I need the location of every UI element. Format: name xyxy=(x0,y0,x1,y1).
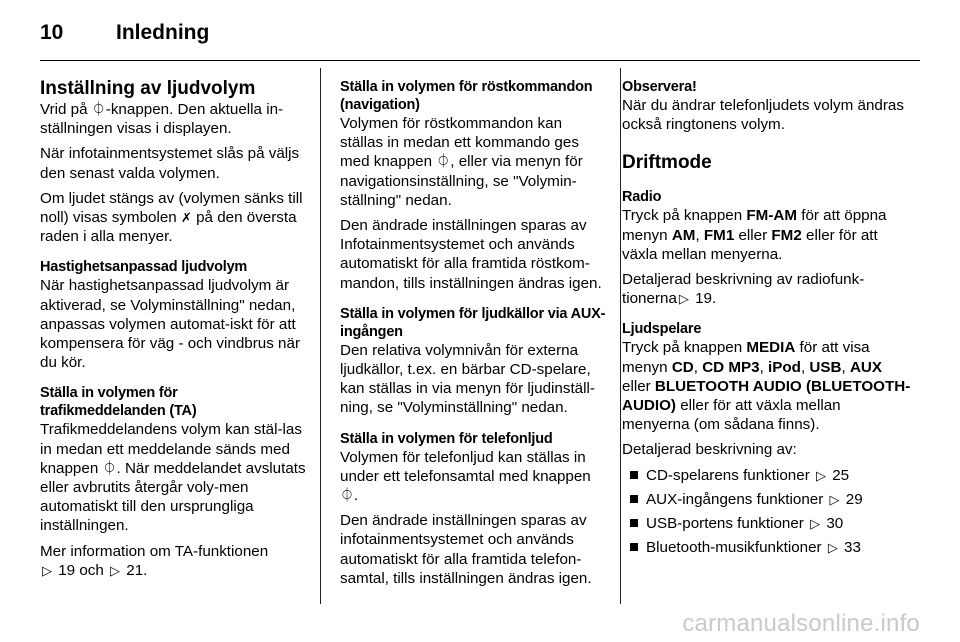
heading-ta-volume: Ställa in volymen för trafikmeddelanden (TA) xyxy=(40,385,197,420)
heading-voice-volume: Ställa in volymen för röstkommandon (navigation) xyxy=(340,79,593,113)
bluetooth-audio-menu-label: BLUETOOTH AUDIO (BLUETOOTH-AUDIO) xyxy=(622,377,911,415)
section-title-volume: Inställning av ljudvolym xyxy=(40,78,256,99)
paragraph: Mer information om TA-funktionen ▷ 19 och ▷ 21. xyxy=(40,542,269,579)
cd-mp3-menu-label: CD MP3 xyxy=(702,358,760,376)
heading-audio-player: Ljudspelare xyxy=(622,321,702,338)
bullet-icon xyxy=(630,495,638,503)
page-reference-icon: ▷ xyxy=(810,516,821,532)
paragraph: Volymen för röstkommandon kan ställas in medan ett kommando ges med knappen ⏀, eller via menyn för navigationsinställning, se "Volymin-ställning" nedan. xyxy=(340,115,583,209)
column-2 xyxy=(340,78,606,594)
function-list xyxy=(622,466,912,558)
volume-knob-icon: ⏀ xyxy=(91,101,106,117)
column-1 xyxy=(40,78,306,586)
media-key: MEDIA xyxy=(746,339,796,357)
page-number: 10 xyxy=(40,21,64,44)
page-reference-icon: ▷ xyxy=(110,562,121,578)
usb-menu-label: USB xyxy=(809,358,842,376)
bullet-icon xyxy=(630,519,638,527)
paragraph: När infotainmentsystemet slås på väljs den senast valda volymen. xyxy=(40,145,300,182)
paragraph: Den ändrade inställningen sparas av infotainmentsystemet och används automatiskt för alla framtida telefon-samtal, tills inställningen ändras igen. xyxy=(340,512,592,587)
column-divider-2 xyxy=(620,68,621,604)
fm1-menu-label: FM1 xyxy=(703,226,735,244)
page-reference-icon: ▷ xyxy=(816,467,826,483)
list-item: USB-portens funktioner ▷ 30 xyxy=(622,514,912,533)
cd-menu-label: CD xyxy=(671,358,694,376)
fm-am-key: FM-AM xyxy=(746,207,797,225)
ipod-menu-label: iPod xyxy=(768,358,801,376)
paragraph: Volymen för telefonljud kan ställas in under ett telefonsamtal med knappen ⏀. xyxy=(340,448,591,505)
header-divider xyxy=(40,60,920,61)
paragraph: Om ljudet stängs av (volymen sänks till noll) visas symbolen ✗ på den översta raden i alla menyer. xyxy=(40,189,303,246)
paragraph: Den ändrade inställningen sparas av Infotainmentsystemet och används automatiskt för alla framtida röstkom-mandon, tills inställningen ändras igen. xyxy=(340,217,602,292)
heading-speed-volume: Hastighetsanpassad ljudvolym xyxy=(40,259,248,276)
aux-menu-label: AUX xyxy=(849,358,883,376)
heading-note: Observera! xyxy=(622,79,697,95)
page-reference-icon: ▷ xyxy=(829,491,840,507)
heading-phone-volume: Ställa in volymen för telefonljud xyxy=(340,430,553,447)
list-item: Bluetooth-musikfunktioner ▷ 33 xyxy=(622,538,912,557)
column-divider-1 xyxy=(320,68,321,604)
bullet-icon xyxy=(630,543,638,551)
paragraph: Trafikmeddelandens volym kan stäl-las in medan ett meddelande sänds med knappen ⏀. När meddelandet avslutats eller avbrutits återgår voly-men automatiskt till den ursprungliga inställningen. xyxy=(40,421,306,535)
page-reference-icon: ▷ xyxy=(827,540,838,556)
am-menu-label: AM xyxy=(671,226,696,244)
volume-knob-icon: ⏀ xyxy=(340,487,354,504)
page-reference-icon: ▷ xyxy=(42,562,52,578)
bullet-icon xyxy=(630,471,638,479)
paragraph: Detaljerad beskrivning av: xyxy=(622,441,797,459)
page-title: Inledning xyxy=(116,21,210,44)
paragraph: När hastighetsanpassad ljudvolym är aktiverad, se Volyminställning" nedan, anpassas volymen automat-iskt för att kompensera för väg - och vindbrus när du kör. xyxy=(40,277,301,372)
list-item: CD-spelarens funktioner ▷ 25 xyxy=(622,466,912,485)
heading-radio: Radio xyxy=(622,189,662,206)
paragraph: Vrid på ⏀-knappen. Den aktuella in-ställningen visas i displayen. xyxy=(40,101,284,138)
paragraph: Den relativa volymnivån för externa ljudkällor, t.ex. en bärbar CD-spelare, kan ställas in via menyn för ljudinställ-ning, se "Volyminställning" nedan. xyxy=(340,341,595,417)
paragraph: När du ändrar telefonljudets volym ändras också ringtonens volym. xyxy=(622,97,904,134)
volume-knob-icon: ⏀ xyxy=(102,459,117,476)
paragraph: Detaljerad beskrivning av radiofunk-tionerna ▷ 19. xyxy=(622,271,865,308)
paragraph: Tryck på knappen MEDIA för att visa menyn CD, CD MP3, iPod, USB, AUX eller BLUETOOTH AUDIO (BLUETOOTH-AUDIO) eller för att växla mellan menyerna (om sådana finns). xyxy=(622,339,911,434)
heading-aux-volume: Ställa in volymen för ljudkällor via AUX-ingången xyxy=(340,305,606,340)
paragraph: Tryck på knappen FM-AM för att öppna menyn AM, FM1 eller FM2 eller för att växla mellan menyerna. xyxy=(622,207,887,263)
list-item: AUX-ingångens funktioner ▷ 29 xyxy=(622,490,912,509)
page-header xyxy=(40,20,209,46)
volume-knob-icon: ⏀ xyxy=(436,153,451,170)
fm2-menu-label: FM2 xyxy=(771,226,802,244)
mute-icon: ✗ xyxy=(180,210,192,226)
column-3 xyxy=(622,78,912,562)
page-reference-icon: ▷ xyxy=(678,291,689,307)
watermark: carmanualsonline.info xyxy=(682,610,920,637)
section-title-mode: Driftmode xyxy=(622,152,712,174)
